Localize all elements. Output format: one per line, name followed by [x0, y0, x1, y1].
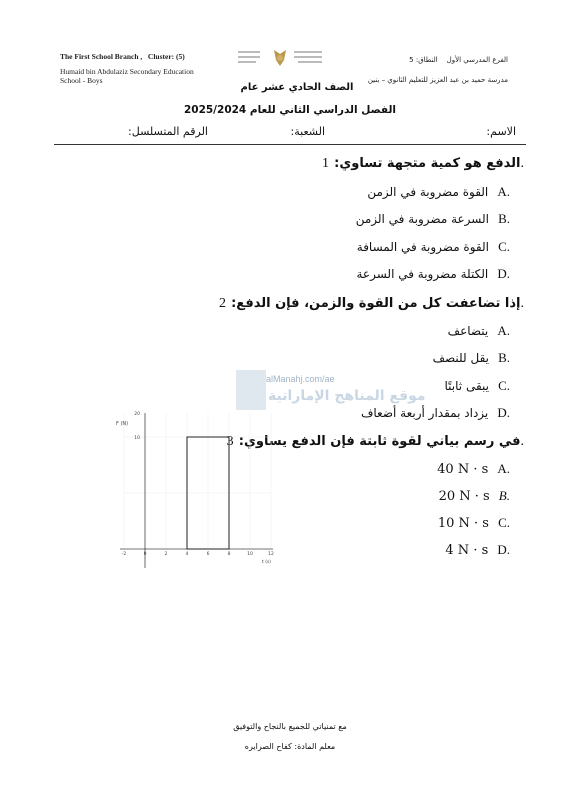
x-tick-label: 0	[143, 552, 147, 557]
option-letter: B.	[498, 211, 510, 226]
option-letter: D.	[497, 405, 510, 420]
q3-option-d	[445, 539, 510, 558]
option-text: يزداد بمقدار أربعة أضعاف	[360, 406, 489, 420]
option-text: 4 N · s	[445, 543, 489, 558]
question-1-number: 1.	[322, 156, 524, 171]
school-name-en-line1: Humaid bin Abdulaziz Secondary Education	[60, 67, 194, 76]
q2-option-b	[433, 347, 510, 366]
watermark-url: alManahj.com/ae	[266, 374, 335, 384]
q1-option-b	[356, 208, 510, 227]
option-letter: A.	[497, 461, 510, 476]
option-letter: A.	[497, 184, 510, 199]
q1-option-d	[357, 263, 511, 282]
option-text: 20 N · s	[438, 489, 490, 504]
footer-wishes: مع تمنياتي للجميع بالنجاح والتوفيق	[233, 722, 347, 731]
x-tick-label: 12	[268, 552, 274, 557]
x-tick-label: -2	[121, 552, 127, 557]
branch-ar	[409, 56, 508, 64]
x-tick-label: 2	[164, 552, 168, 557]
section-field-label: الشعبة:	[290, 125, 325, 138]
watermark-text: موقع المناهج الإماراتية	[268, 388, 426, 404]
option-letter: A.	[497, 323, 510, 338]
y-axis-label: F (N)	[116, 421, 129, 427]
q1-option-c	[357, 236, 510, 255]
option-letter: C.	[498, 515, 510, 530]
q2-option-c	[445, 375, 510, 394]
option-text: يبقى ثابتًا	[444, 379, 489, 393]
school-ar: مدرسة حميد بن عبد العزيز للتعليم الثانوي – بنين	[367, 76, 508, 84]
school-branch-en-text: The First School Branch ,	[60, 52, 143, 61]
cluster-en-text: Cluster: (5)	[147, 52, 185, 61]
option-letter: C.	[498, 378, 510, 393]
q3-option-c	[438, 512, 510, 531]
y-tick-label: 20	[134, 412, 140, 417]
q2-option-a	[448, 320, 510, 339]
x-tick-label: 4	[185, 552, 189, 557]
x-tick-label: 8	[227, 552, 231, 557]
option-letter: B.	[498, 350, 510, 365]
option-text: يتضاعف	[447, 324, 489, 338]
serial-field-label: الرقم المتسلسل:	[128, 125, 208, 138]
x-tick-label: 10	[247, 552, 253, 557]
header-divider	[54, 144, 526, 145]
term-title: الفصل الدراسي الثاني للعام 2025/2024	[183, 104, 397, 116]
option-text: القوة مضروبة في الزمن	[367, 185, 489, 199]
option-text: الكتلة مضروبة في السرعة	[356, 267, 489, 281]
x-axis-label: t (s)	[262, 560, 272, 565]
grade-title: الصف الحادي عشر عام	[240, 82, 354, 93]
school-branch-en	[60, 52, 185, 62]
watermark-logo	[236, 370, 266, 410]
option-text: يقل للنصف	[432, 351, 489, 365]
ministry-logo	[238, 48, 328, 76]
option-text: السرعة مضروبة في الزمن	[355, 212, 489, 226]
name-field-label: الاسم:	[486, 125, 516, 138]
school-name-en-line2: School - Boys	[60, 76, 103, 85]
question-3-number: 3.	[226, 434, 524, 449]
question-3-text: في رسم بياني لقوة ثابتة فإن الدفع يساوي:	[238, 434, 521, 449]
question-2	[215, 292, 524, 312]
q2-option-d	[361, 402, 510, 421]
question-1-text: الدفع هو كمية متجهة تساوي:	[334, 156, 521, 171]
option-letter: D.	[497, 266, 510, 281]
x-tick-label: 6	[206, 552, 210, 557]
option-letter: C.	[498, 239, 510, 254]
question-2-number: 2.	[219, 296, 524, 311]
branch-ar-text: الفرع المدرسي الأول	[446, 56, 508, 64]
y-tick-label: 10	[134, 436, 140, 441]
option-letter: D.	[497, 542, 510, 557]
cluster-ar-text: النطاق: 5	[409, 56, 438, 64]
ministry-emblem-icon	[238, 48, 328, 72]
footer-teacher: معلم المادة: كفاح الصرايره	[244, 742, 336, 751]
q1-option-a	[367, 181, 510, 200]
option-text: 10 N · s	[437, 516, 489, 531]
q3-option-a	[437, 458, 510, 477]
q3-option-b	[439, 485, 510, 504]
option-text: القوة مضروبة في المسافة	[356, 240, 489, 254]
question-2-text: إذا تضاعفت كل من القوة والزمن، فإن الدفع:	[231, 296, 521, 311]
option-letter: B.	[498, 488, 510, 503]
force-time-graph	[110, 405, 280, 575]
question-1	[318, 152, 524, 172]
option-text: 40 N · s	[437, 462, 489, 477]
